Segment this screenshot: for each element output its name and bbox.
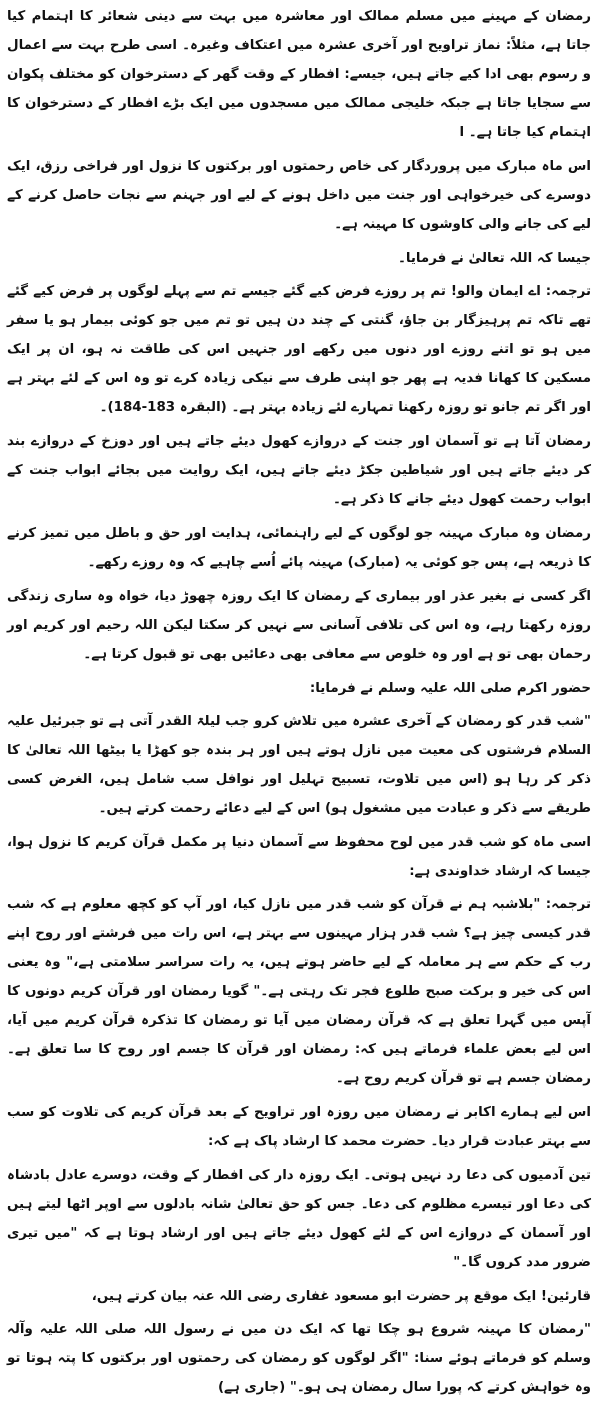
paragraph-whole-year-ramadan: "رمضان کا مہینہ شروع ہو چکا تھا کہ ایک دن میں نے رسول اللہ صلی اللہ علیہ وآلہ وسلم کو فرماتے ہوئے سنا: "اگر لوگوں کو رمضان کی رحمتوں اور برکتوں کا پتہ ہوتا تو وہ خواہش کرتے کہ پورا سال رمضان ہی ہو۔" (جاری ہے) (7, 1322, 591, 1395)
paragraph-readers: قارئین! ایک موقع پر حضرت ابو مسعود غفاری رضی اللہ عنہ بیان کرتے ہیں، (91, 1289, 591, 1304)
paragraph-quran-revealed: اسی ماہ کو شب قدر میں لوح محفوظ سے آسمان دنیا پر مکمل قرآن کریم کا نزول ہوا، جیسا کہ ارشاد خداوندی ہے: (7, 835, 591, 879)
paragraph-quran-translation-fasting: ترجمہ: اے ایمان والو! تم پر روزے فرض کیے گئے جیسے تم سے پہلے لوگوں پر فرض کیے گئے تھے تاکہ تم پرہیزگار بن جاؤ، گنتی کے چند دن ہیں تو تم میں جو کوئی بیمار ہو یا سفر میں ہو تو اتنے روزے اور دنوں میں رکھے اور جنہیں اس کی طاقت نہ ہو، ان پر ایک مسکین کا کھانا فدیہ ہے پھر جو اپنی طرف سے نیکی زیادہ کرے تو وہ اس کے لئے بہتر ہے اور اگر تم جانو تو روزہ رکھنا تمہارے لئے زیادہ بہتر ہے۔ (البقرہ 183-184)۔ (7, 284, 591, 415)
paragraph-laylat-al-qadr: "شب قدر کو رمضان کے آخری عشرہ میں تلاش کرو جب لیلۃ القدر آتی ہے تو جبرئیل علیہ السلام فرشتوں کی معیت میں نازل ہوتے ہیں اور ہر بندہ جو کھڑا یا بیٹھا اللہ تعالیٰ کا ذکر کر رہا ہو (اس میں تلاوت، تسبیح تہلیل اور نوافل سب شامل ہیں، الغرض کسی طریقے سے ذکر و عبادت میں مشغول ہو) اس کے لیے دعائے رحمت کرتے ہیں۔ (7, 714, 591, 816)
paragraph-blessed-month: اس ماہ مبارک میں پروردگار کی خاص رحمتوں اور برکتوں کا نزول اور فراخی رزق، ایک دوسرے کی خیرخواہی اور جنت میں داخل ہونے کے لیے اور جہنم سے نجات حاصل کرنے کے لیے کی جانے والی کاوشوں کا مہینہ ہے۔ (7, 159, 591, 232)
paragraph-three-prayers: تین آدمیوں کی دعا رد نہیں ہوتی۔ ایک روزہ دار کی افطار کے وقت، دوسرے عادل بادشاہ کی دعا اور تیسرے مظلوم کی دعا۔ جس کو حق تعالیٰ شانہ بادلوں سے اوپر اٹھا لیتے ہیں اور آسمان کے دروازے اس کے لئے کھول دیئے جاتے ہیں اور ارشاد ہوتا ہے کہ "میں تیری ضرور مدد کروں گا۔" (7, 1168, 591, 1270)
paragraph-surah-qadr-translation: ترجمہ: "بلاشبہ ہم نے قرآن کو شب قدر میں نازل کیا، اور آپ کو کچھ معلوم ہے کہ شب قدر کیسی چیز ہے؟ شب قدر ہزار مہینوں سے بہتر ہے، اس رات میں فرشتے اور روح اپنے رب کے حکم سے ہر معاملہ کے لیے حاضر ہوتے ہیں، یہ رات سراسر سلامتی ہے،" وہ یعنی اس کی خیر و برکت صبح طلوع فجر تک رہتی ہے۔" گویا رمضان اور قرآن کریم دونوں کا آپس میں گہرا تعلق ہے کہ قرآن رمضان میں آیا تو رمضان کا تذکرہ قرآن کریم میں آیا، اس لیے بعض علماء فرماتے ہیں کہ: رمضان اور قرآن کا جسم اور روح کا سا تعلق ہے۔ رمضان جسم ہے تو قرآن کریم روح ہے۔ (7, 897, 591, 1086)
paragraph-prophet-said: حضور اکرم صلی اللہ علیہ وسلم نے فرمایا: (309, 681, 591, 696)
paragraph-as-allah-said: جیسا کہ اللہ تعالیٰ نے فرمایا۔ (397, 251, 591, 266)
paragraph-ramadan-customs: رمضان کے مہینے میں مسلم ممالک اور معاشرہ میں بہت سے دینی شعائر کا اہتمام کیا جاتا ہے، مثلاً: نماز تراویح اور آخری عشرہ میں اعتکاف وغیرہ۔ اسی طرح بہت سے اعمال و رسوم بھی ادا کیے جاتے ہیں، جیسے: افطار کے وقت گھر کے دسترخوان کو مختلف پکوان سے سجایا جاتا ہے جبکہ خلیجی ممالک میں مسجدوں میں ایک بڑے افطار کے دسترخوان کا اہتمام کیا جاتا ہے۔ ا (7, 9, 591, 140)
paragraph-missed-fast: اگر کسی نے بغیر عذر اور بیماری کے رمضان کا ایک روزہ چھوڑ دیا، خواہ وہ ساری زندگی روزہ رکھتا رہے، وہ اس کی تلافی آسانی سے نہیں کر سکتا لیکن اللہ رحیم اور کریم اور رحمان بھی تو ہے اور وہ خلوص سے معافی بھی دعائیں بھی تو قبول کرتا ہے۔ (7, 589, 591, 662)
paragraph-elders-recitation: اس لیے ہمارے اکابر نے رمضان میں روزہ اور تراویح کے بعد قرآن کریم کی تلاوت کو سب سے بہتر عبادت قرار دیا۔ حضرت محمد کا ارشاد پاک ہے کہ: (7, 1105, 591, 1149)
paragraph-month-of-guidance: رمضان وہ مبارک مہینہ جو لوگوں کے لیے راہنمائی، ہدایت اور حق و باطل میں تمیز کرنے کا ذریعہ ہے، پس جو کوئی یہ (مبارک) مہینہ پائے اُسے چاہیے کہ وہ روزے رکھے۔ (7, 526, 591, 570)
paragraph-gates-opened: رمضان آتا ہے تو آسمان اور جنت کے دروازے کھول دیئے جاتے ہیں اور دوزخ کے دروازے بند کر دیئے جاتے ہیں اور شیاطین جکڑ دیئے جاتے ہیں، ایک روایت میں بجائے ابواب جنت کے ابواب رحمت کھول دیئے جانے کا ذکر ہے۔ (7, 434, 591, 507)
